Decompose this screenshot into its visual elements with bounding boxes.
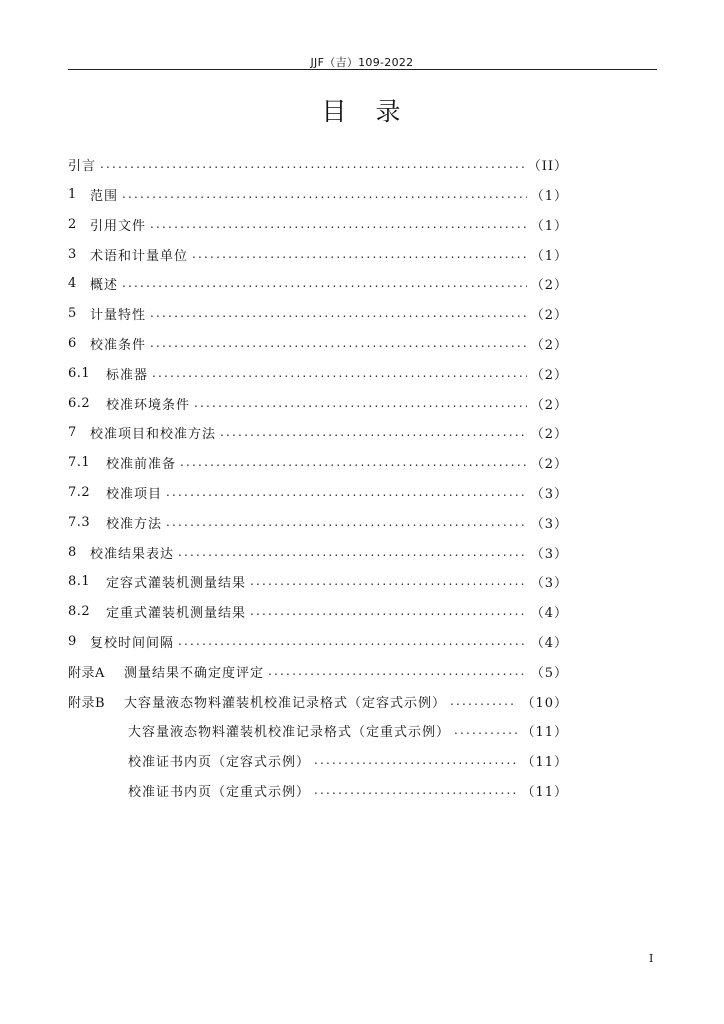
toc-entry[interactable] [68, 450, 568, 474]
toc-entry-label: 校准项目和校准方法 [90, 426, 217, 442]
toc-entry-number: 8.2 [68, 603, 91, 619]
toc-entry[interactable] [68, 420, 568, 444]
toc-entry-label: 概述 [90, 277, 119, 293]
toc-entry-number: 附录A [68, 665, 105, 681]
page-title: 目 录 [321, 97, 403, 126]
toc-entry-number: 7.1 [68, 454, 91, 470]
toc-entry-page: （2） [530, 307, 568, 323]
toc-entry-page: （1） [530, 188, 568, 204]
toc-leader-dots [100, 157, 524, 171]
toc-entry-label: 大容量液态物料灌装机校准记录格式（定重式示例） [128, 724, 451, 740]
toc-entry-label: 校准证书内页（定容式示例） [128, 754, 311, 770]
toc-leader-dots [150, 336, 527, 350]
toc-entry-label: 测量结果不确定度评定 [124, 665, 265, 681]
toc-entry-label: 大容量液态物料灌装机校准记录格式（定容式示例） [124, 695, 447, 711]
toc-entry-number: 8.1 [68, 573, 91, 589]
toc-entry-label: 定重式灌装机测量结果 [106, 605, 247, 621]
toc-entry-page: （11） [521, 754, 568, 770]
toc-entry-label: 校准环境条件 [106, 397, 191, 413]
toc-entry-page: （2） [530, 367, 568, 383]
toc-entry-number: 1 [68, 186, 77, 202]
toc-entry-page: （1） [530, 248, 568, 264]
toc-leader-dots [314, 783, 517, 797]
toc-entry-page: （II） [527, 158, 568, 174]
toc-entry-number: 6 [68, 335, 77, 351]
toc-entry-page: （3） [530, 486, 568, 502]
toc-entry-number: 6.2 [68, 395, 91, 411]
toc-entry[interactable] [68, 331, 568, 355]
toc-leader-dots [314, 753, 517, 767]
toc-leader-dots [152, 366, 527, 380]
toc-leader-dots [122, 276, 527, 290]
toc-entry-label: 范围 [90, 188, 119, 204]
toc-leader-dots [192, 247, 527, 261]
toc-entry-label: 引言 [68, 158, 97, 174]
toc-leader-dots [166, 485, 527, 499]
toc-entry[interactable] [68, 629, 568, 653]
toc-entry-page: （1） [530, 218, 568, 234]
toc-entry-page: （3） [530, 516, 568, 532]
toc-entry-label: 校准证书内页（定重式示例） [128, 784, 311, 800]
toc-leader-dots [166, 515, 527, 529]
toc-entry-number: 9 [68, 633, 77, 649]
toc-entry-intro[interactable] [68, 152, 568, 176]
toc-entry-number: 8 [68, 544, 77, 560]
toc-leader-dots [268, 664, 527, 678]
toc-entry[interactable] [68, 569, 568, 593]
toc-entry-appendix-b-sub[interactable] [68, 718, 568, 742]
toc-entry-number: 7.3 [68, 514, 91, 530]
toc-entry-number: 附录B [68, 695, 106, 711]
toc-entry[interactable] [68, 301, 568, 325]
toc-entry-number: 5 [68, 305, 77, 321]
toc-entry-label: 定容式灌装机测量结果 [106, 575, 247, 591]
toc-leader-dots [454, 723, 517, 737]
toc-entry[interactable] [68, 242, 568, 266]
toc-entry[interactable] [68, 540, 568, 564]
page-number: I [649, 952, 654, 965]
toc-entry-page: （4） [530, 635, 568, 651]
toc-entry-label: 校准方法 [106, 516, 163, 532]
toc-entry-number: 6.1 [68, 365, 91, 381]
toc-entry-label: 标准器 [106, 367, 149, 383]
toc-entry-number: 2 [68, 216, 77, 232]
toc-entry-number: 4 [68, 275, 77, 291]
toc-entry-number: 7 [68, 424, 77, 440]
toc-entry-number: 7.2 [68, 484, 91, 500]
toc-entry-page: （3） [530, 575, 568, 591]
toc-entry-appendix-b-sub[interactable] [68, 748, 568, 772]
toc-leader-dots [180, 455, 527, 469]
toc-entry-label: 复校时间间隔 [90, 635, 175, 651]
toc-entry-appendix-b[interactable] [68, 689, 568, 713]
toc-entry[interactable] [68, 391, 568, 415]
toc-entry-page: （2） [530, 337, 568, 353]
toc-entry-label: 术语和计量单位 [90, 248, 189, 264]
toc-entry-label: 计量特性 [90, 307, 147, 323]
toc-entry[interactable] [68, 480, 568, 504]
toc-entry-page: （11） [521, 724, 568, 740]
toc-entry[interactable] [68, 510, 568, 534]
toc-entry-label: 引用文件 [90, 218, 147, 234]
toc-entry-page: （2） [530, 277, 568, 293]
toc-entry-page: （2） [530, 456, 568, 472]
toc-entry-number: 3 [68, 246, 77, 262]
toc-leader-dots [194, 396, 527, 410]
toc-entry[interactable] [68, 271, 568, 295]
toc-leader-dots [250, 574, 527, 588]
toc-entry[interactable] [68, 182, 568, 206]
toc-leader-dots [450, 694, 517, 708]
toc-entry[interactable] [68, 361, 568, 385]
toc-entry-label: 校准条件 [90, 337, 147, 353]
toc-entry-label: 校准前准备 [106, 456, 177, 472]
toc-entry-page: （2） [530, 426, 568, 442]
toc-leader-dots [178, 545, 527, 559]
toc-leader-dots [178, 634, 527, 648]
toc-leader-dots [150, 217, 527, 231]
toc-entry[interactable] [68, 599, 568, 623]
toc-entry[interactable] [68, 212, 568, 236]
document-code: JJF（吉）109-2022 [310, 56, 414, 69]
toc-entry-page: （3） [530, 546, 568, 562]
toc-entry-appendix-a[interactable] [68, 659, 568, 683]
toc-entry-label: 校准结果表达 [90, 546, 175, 562]
toc-entry-appendix-b-sub[interactable] [68, 778, 568, 802]
toc-entry-label: 校准项目 [106, 486, 163, 502]
toc-leader-dots [220, 425, 527, 439]
toc-leader-dots [122, 187, 527, 201]
toc-entry-page: （2） [530, 397, 568, 413]
toc-leader-dots [250, 604, 527, 618]
toc-entry-page: （4） [530, 605, 568, 621]
toc-entry-page: （11） [521, 784, 568, 800]
toc-entry-page: （5） [530, 665, 568, 681]
toc-entry-page: （10） [521, 695, 568, 711]
toc-leader-dots [150, 306, 527, 320]
header-rule [68, 69, 657, 70]
